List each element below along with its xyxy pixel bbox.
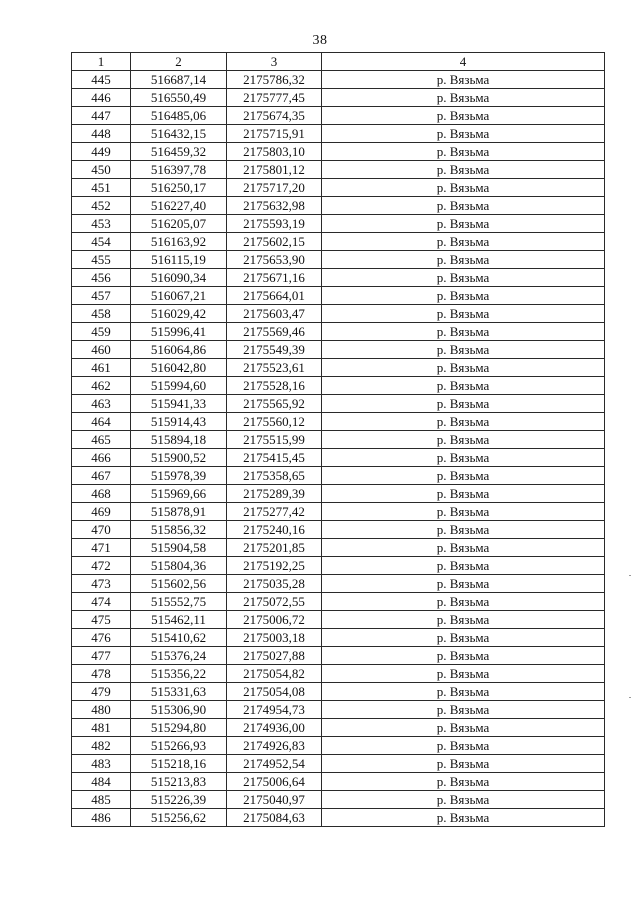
table-row	[72, 413, 605, 431]
table-row	[72, 521, 605, 539]
y-coordinate-cell: 2175035,28	[227, 575, 322, 593]
point-number-cell: 469	[72, 503, 131, 521]
table-row	[72, 179, 605, 197]
y-coordinate-cell: 2175523,61	[227, 359, 322, 377]
description-cell: р. Вязьма	[322, 143, 605, 161]
y-coordinate-cell: 2175602,15	[227, 233, 322, 251]
table-row	[72, 629, 605, 647]
point-number-cell: 480	[72, 701, 131, 719]
description-cell: р. Вязьма	[322, 269, 605, 287]
table-row	[72, 323, 605, 341]
x-coordinate-cell: 515294,80	[131, 719, 227, 737]
x-coordinate-cell: 515552,75	[131, 593, 227, 611]
y-coordinate-cell: 2175569,46	[227, 323, 322, 341]
x-coordinate-cell: 516042,80	[131, 359, 227, 377]
x-coordinate-cell: 515904,58	[131, 539, 227, 557]
table-row	[72, 701, 605, 719]
point-number-cell: 482	[72, 737, 131, 755]
x-coordinate-cell: 515213,83	[131, 773, 227, 791]
y-coordinate-cell: 2175560,12	[227, 413, 322, 431]
point-number-cell: 455	[72, 251, 131, 269]
table-row	[72, 539, 605, 557]
point-number-cell: 485	[72, 791, 131, 809]
point-number-cell: 447	[72, 107, 131, 125]
description-cell: р. Вязьма	[322, 71, 605, 89]
x-coordinate-cell: 516163,92	[131, 233, 227, 251]
y-coordinate-cell: 2174954,73	[227, 701, 322, 719]
y-coordinate-cell: 2175777,45	[227, 89, 322, 107]
x-coordinate-cell: 515804,36	[131, 557, 227, 575]
x-coordinate-cell: 516067,21	[131, 287, 227, 305]
table-header-row	[72, 53, 605, 71]
description-cell: р. Вязьма	[322, 215, 605, 233]
x-coordinate-cell: 515978,39	[131, 467, 227, 485]
description-cell: р. Вязьма	[322, 629, 605, 647]
table-row	[72, 719, 605, 737]
description-cell: р. Вязьма	[322, 683, 605, 701]
point-number-cell: 470	[72, 521, 131, 539]
table-row	[72, 755, 605, 773]
x-coordinate-cell: 516250,17	[131, 179, 227, 197]
description-cell: р. Вязьма	[322, 287, 605, 305]
description-cell: р. Вязьма	[322, 557, 605, 575]
point-number-cell: 463	[72, 395, 131, 413]
y-coordinate-cell: 2175289,39	[227, 485, 322, 503]
x-coordinate-cell: 515894,18	[131, 431, 227, 449]
point-number-cell: 475	[72, 611, 131, 629]
x-coordinate-cell: 515996,41	[131, 323, 227, 341]
table-row	[72, 611, 605, 629]
point-number-cell: 458	[72, 305, 131, 323]
description-cell: р. Вязьма	[322, 251, 605, 269]
y-coordinate-cell: 2175040,97	[227, 791, 322, 809]
point-number-cell: 450	[72, 161, 131, 179]
point-number-cell: 446	[72, 89, 131, 107]
y-coordinate-cell: 2174936,00	[227, 719, 322, 737]
description-cell: р. Вязьма	[322, 593, 605, 611]
y-coordinate-cell: 2175240,16	[227, 521, 322, 539]
x-coordinate-cell: 515462,11	[131, 611, 227, 629]
x-coordinate-cell: 516115,19	[131, 251, 227, 269]
x-coordinate-cell: 515914,43	[131, 413, 227, 431]
description-cell: р. Вязьма	[322, 755, 605, 773]
point-number-cell: 484	[72, 773, 131, 791]
y-coordinate-cell: 2175277,42	[227, 503, 322, 521]
description-cell: р. Вязьма	[322, 107, 605, 125]
x-coordinate-cell: 515878,91	[131, 503, 227, 521]
x-coordinate-cell: 515256,62	[131, 809, 227, 827]
description-cell: р. Вязьма	[322, 89, 605, 107]
description-cell: р. Вязьма	[322, 665, 605, 683]
description-cell: р. Вязьма	[322, 305, 605, 323]
point-number-cell: 477	[72, 647, 131, 665]
point-number-cell: 454	[72, 233, 131, 251]
table-row	[72, 143, 605, 161]
point-number-cell: 486	[72, 809, 131, 827]
description-cell: р. Вязьма	[322, 323, 605, 341]
y-coordinate-cell: 2175515,99	[227, 431, 322, 449]
table-row	[72, 233, 605, 251]
table-row	[72, 125, 605, 143]
scan-mark	[629, 697, 631, 698]
table-row	[72, 809, 605, 827]
table-row	[72, 683, 605, 701]
description-cell: р. Вязьма	[322, 341, 605, 359]
point-number-cell: 465	[72, 431, 131, 449]
x-coordinate-cell: 515376,24	[131, 647, 227, 665]
table-row	[72, 107, 605, 125]
description-cell: р. Вязьма	[322, 611, 605, 629]
y-coordinate-cell: 2175054,08	[227, 683, 322, 701]
x-coordinate-cell: 516090,34	[131, 269, 227, 287]
point-number-cell: 481	[72, 719, 131, 737]
point-number-cell: 461	[72, 359, 131, 377]
y-coordinate-cell: 2175717,20	[227, 179, 322, 197]
point-number-cell: 474	[72, 593, 131, 611]
x-coordinate-cell: 516432,15	[131, 125, 227, 143]
point-number-cell: 468	[72, 485, 131, 503]
x-coordinate-cell: 515602,56	[131, 575, 227, 593]
page-number: 38	[312, 33, 328, 48]
description-cell: р. Вязьма	[322, 791, 605, 809]
x-coordinate-cell: 515306,90	[131, 701, 227, 719]
description-cell: р. Вязьма	[322, 125, 605, 143]
description-cell: р. Вязьма	[322, 719, 605, 737]
point-number-cell: 476	[72, 629, 131, 647]
x-coordinate-cell: 516064,86	[131, 341, 227, 359]
description-cell: р. Вязьма	[322, 773, 605, 791]
y-coordinate-cell: 2175671,16	[227, 269, 322, 287]
y-coordinate-cell: 2175549,39	[227, 341, 322, 359]
table-row	[72, 449, 605, 467]
point-number-cell: 457	[72, 287, 131, 305]
point-number-cell: 467	[72, 467, 131, 485]
x-coordinate-cell: 515969,66	[131, 485, 227, 503]
description-cell: р. Вязьма	[322, 395, 605, 413]
point-number-cell: 445	[72, 71, 131, 89]
table-row	[72, 575, 605, 593]
y-coordinate-cell: 2175653,90	[227, 251, 322, 269]
y-coordinate-cell: 2175027,88	[227, 647, 322, 665]
description-cell: р. Вязьма	[322, 233, 605, 251]
column-header: 2	[131, 53, 227, 71]
point-number-cell: 466	[72, 449, 131, 467]
table-row	[72, 431, 605, 449]
y-coordinate-cell: 2175006,72	[227, 611, 322, 629]
table-row	[72, 197, 605, 215]
column-header: 4	[322, 53, 605, 71]
table-row	[72, 287, 605, 305]
description-cell: р. Вязьма	[322, 647, 605, 665]
table-row	[72, 395, 605, 413]
point-number-cell: 460	[72, 341, 131, 359]
column-header: 1	[72, 53, 131, 71]
point-number-cell: 452	[72, 197, 131, 215]
table-row	[72, 269, 605, 287]
x-coordinate-cell: 515994,60	[131, 377, 227, 395]
column-header: 3	[227, 53, 322, 71]
point-number-cell: 449	[72, 143, 131, 161]
x-coordinate-cell: 515856,32	[131, 521, 227, 539]
description-cell: р. Вязьма	[322, 431, 605, 449]
y-coordinate-cell: 2175664,01	[227, 287, 322, 305]
x-coordinate-cell: 515226,39	[131, 791, 227, 809]
y-coordinate-cell: 2175358,65	[227, 467, 322, 485]
x-coordinate-cell: 515900,52	[131, 449, 227, 467]
description-cell: р. Вязьма	[322, 197, 605, 215]
point-number-cell: 456	[72, 269, 131, 287]
table-row	[72, 305, 605, 323]
description-cell: р. Вязьма	[322, 485, 605, 503]
y-coordinate-cell: 2175593,19	[227, 215, 322, 233]
x-coordinate-cell: 516029,42	[131, 305, 227, 323]
x-coordinate-cell: 515410,62	[131, 629, 227, 647]
point-number-cell: 453	[72, 215, 131, 233]
description-cell: р. Вязьма	[322, 539, 605, 557]
point-number-cell: 448	[72, 125, 131, 143]
y-coordinate-cell: 2175072,55	[227, 593, 322, 611]
description-cell: р. Вязьма	[322, 701, 605, 719]
y-coordinate-cell: 2175565,92	[227, 395, 322, 413]
table-row	[72, 485, 605, 503]
x-coordinate-cell: 515356,22	[131, 665, 227, 683]
x-coordinate-cell: 515218,16	[131, 755, 227, 773]
description-cell: р. Вязьма	[322, 413, 605, 431]
point-number-cell: 451	[72, 179, 131, 197]
y-coordinate-cell: 2175084,63	[227, 809, 322, 827]
point-number-cell: 462	[72, 377, 131, 395]
table-row	[72, 737, 605, 755]
point-number-cell: 472	[72, 557, 131, 575]
y-coordinate-cell: 2175192,25	[227, 557, 322, 575]
x-coordinate-cell: 515941,33	[131, 395, 227, 413]
table-row	[72, 503, 605, 521]
table-row	[72, 359, 605, 377]
description-cell: р. Вязьма	[322, 377, 605, 395]
description-cell: р. Вязьма	[322, 179, 605, 197]
point-number-cell: 473	[72, 575, 131, 593]
x-coordinate-cell: 516550,49	[131, 89, 227, 107]
y-coordinate-cell: 2175006,64	[227, 773, 322, 791]
x-coordinate-cell: 515331,63	[131, 683, 227, 701]
x-coordinate-cell: 516687,14	[131, 71, 227, 89]
x-coordinate-cell: 516485,06	[131, 107, 227, 125]
table-row	[72, 377, 605, 395]
y-coordinate-cell: 2175003,18	[227, 629, 322, 647]
y-coordinate-cell: 2174926,83	[227, 737, 322, 755]
description-cell: р. Вязьма	[322, 359, 605, 377]
description-cell: р. Вязьма	[322, 161, 605, 179]
x-coordinate-cell: 515266,93	[131, 737, 227, 755]
description-cell: р. Вязьма	[322, 467, 605, 485]
point-number-cell: 471	[72, 539, 131, 557]
y-coordinate-cell: 2174952,54	[227, 755, 322, 773]
x-coordinate-cell: 516205,07	[131, 215, 227, 233]
y-coordinate-cell: 2175786,32	[227, 71, 322, 89]
description-cell: р. Вязьма	[322, 449, 605, 467]
coordinates-table	[71, 52, 605, 827]
x-coordinate-cell: 516227,40	[131, 197, 227, 215]
description-cell: р. Вязьма	[322, 737, 605, 755]
x-coordinate-cell: 516397,78	[131, 161, 227, 179]
y-coordinate-cell: 2175603,47	[227, 305, 322, 323]
description-cell: р. Вязьма	[322, 521, 605, 539]
point-number-cell: 483	[72, 755, 131, 773]
y-coordinate-cell: 2175415,45	[227, 449, 322, 467]
y-coordinate-cell: 2175201,85	[227, 539, 322, 557]
table-row	[72, 557, 605, 575]
y-coordinate-cell: 2175674,35	[227, 107, 322, 125]
description-cell: р. Вязьма	[322, 809, 605, 827]
table-row	[72, 647, 605, 665]
table-row	[72, 773, 605, 791]
point-number-cell: 464	[72, 413, 131, 431]
y-coordinate-cell: 2175715,91	[227, 125, 322, 143]
table-row	[72, 791, 605, 809]
y-coordinate-cell: 2175632,98	[227, 197, 322, 215]
y-coordinate-cell: 2175054,82	[227, 665, 322, 683]
table-row	[72, 467, 605, 485]
point-number-cell: 479	[72, 683, 131, 701]
table-row	[72, 251, 605, 269]
table-row	[72, 341, 605, 359]
y-coordinate-cell: 2175803,10	[227, 143, 322, 161]
table-row	[72, 89, 605, 107]
description-cell: р. Вязьма	[322, 503, 605, 521]
y-coordinate-cell: 2175801,12	[227, 161, 322, 179]
table-body	[72, 71, 605, 827]
description-cell: р. Вязьма	[322, 575, 605, 593]
table-row	[72, 71, 605, 89]
x-coordinate-cell: 516459,32	[131, 143, 227, 161]
y-coordinate-cell: 2175528,16	[227, 377, 322, 395]
table-row	[72, 665, 605, 683]
table-row	[72, 215, 605, 233]
point-number-cell: 459	[72, 323, 131, 341]
point-number-cell: 478	[72, 665, 131, 683]
scan-mark	[629, 575, 631, 576]
table-row	[72, 593, 605, 611]
table-row	[72, 161, 605, 179]
